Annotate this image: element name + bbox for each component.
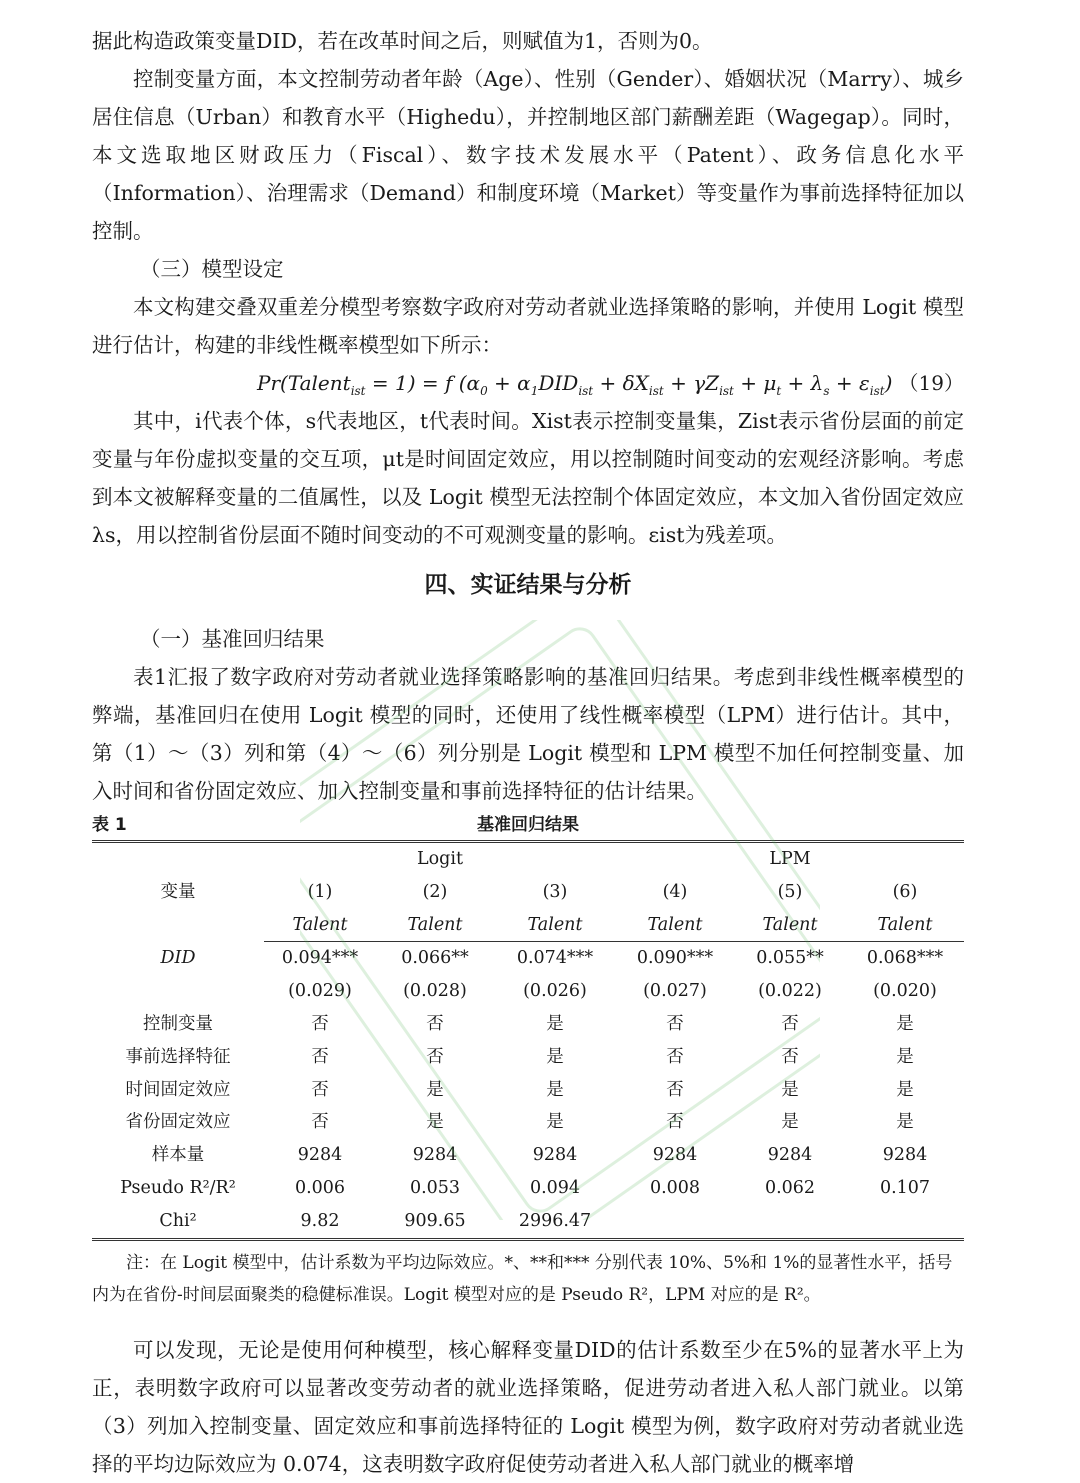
table-colnum: (2) [422, 881, 448, 902]
table-cell: 0.107 [879, 1177, 931, 1198]
table-cell: 9284 [412, 1145, 458, 1166]
table-cell: 否 [311, 1079, 329, 1100]
table-row-label: 事前选择特征 [125, 1046, 231, 1067]
table-cell: 9.82 [264, 1205, 376, 1239]
table-cell: 是 [781, 1112, 799, 1133]
table-cell: 否 [666, 1112, 684, 1133]
table-cell: 是 [896, 1112, 914, 1133]
table-row-label: Pseudo R²/R² [120, 1177, 236, 1198]
paragraph-results: 可以发现，无论是使用何种模型，核心解释变量DID的估计系数至少在5%的显著水平上为正，表明数字政府可以显著改变劳动者的就业选择策略，促进劳动者进入私人部门就业。以第（3）列加入控制变量、固定效应和事前选择特征的 Logit 模型为例，数字政府对劳动者就业选择的平均边际效应为 0.074，这表明数字政府促使劳动者进入私人部门就业的概率增 [92, 1337, 964, 1476]
table-depvar: Talent [376, 909, 494, 942]
paragraph-table-intro: 表1汇报了数字政府对劳动者就业选择策略影响的基准回归结果。考虑到非线性概率模型的弊端，基准回归在使用 Logit 模型的同时，还使用了线性概率模型（LPM）进行估计。其中，第（1）～（3）列和第（4）～（6）列分别是 Logit 模型和 LPM 模型不加任何控制变量、加入时间和省份固定效应、加入控制变量和事前选择特征的估计结果。 [92, 665, 964, 803]
table-colnum: (1) [307, 881, 333, 902]
paragraph-did-definition: 据此构造政策变量DID，若在改革时间之后，则赋值为1，否则为0。 [92, 29, 713, 53]
table-cell: 是 [426, 1079, 444, 1100]
table-row-label: Chi² [92, 1205, 264, 1239]
table-cell: 0.008 [649, 1177, 701, 1198]
table-depvar: Talent [494, 909, 616, 942]
table-cell: 0.094*** [281, 948, 359, 969]
table-cell: 否 [426, 1046, 444, 1067]
table-colnum: (3) [542, 881, 568, 902]
table-row [92, 1041, 964, 1074]
table-cell: 0.068*** [866, 948, 944, 969]
table-cell: 2996.47 [494, 1205, 616, 1239]
equation-formula: Pr(Talent$_{ist}$ = 1) = f $(\alpha_0 + \alpha_1DID_{ist} + \delta X_{ist} + \gamma Z_{ist} + \mu_t + \lambda_s + \varepsilon_{ist})$ [257, 371, 893, 398]
table-cell: 9284 [652, 1145, 698, 1166]
table-cell: 0.062 [764, 1177, 816, 1198]
table-colnum: (6) [892, 881, 918, 902]
table-row [92, 942, 964, 975]
table-cell: 是 [896, 1013, 914, 1034]
table-cell: 是 [896, 1046, 914, 1067]
table-colnum: (5) [777, 881, 803, 902]
paper-page [92, 22, 964, 1483]
table-row [92, 1172, 964, 1205]
table-cell: 9284 [882, 1145, 928, 1166]
table-cell: (0.022) [758, 981, 822, 1002]
table-cell: 否 [666, 1013, 684, 1034]
table-cell [846, 1205, 964, 1239]
table-cell: 是 [781, 1079, 799, 1100]
table-row [92, 1106, 964, 1139]
table-cell: 否 [666, 1046, 684, 1067]
table-cell: (0.028) [403, 981, 467, 1002]
table-cell: 是 [546, 1112, 564, 1133]
table-cell: 9284 [767, 1145, 813, 1166]
table-cell: 否 [666, 1079, 684, 1100]
equation-number: （19） [898, 371, 964, 395]
table-cell [734, 1205, 846, 1239]
table-row-label [92, 975, 264, 1008]
table-cell: 是 [546, 1046, 564, 1067]
table-cell: 9284 [532, 1145, 578, 1166]
section-heading-model: （三）模型设定 [140, 257, 284, 281]
table-cell: 是 [896, 1079, 914, 1100]
table-cell: (0.026) [523, 981, 587, 1002]
table-cell: 0.094 [529, 1177, 581, 1198]
table-row-label: 省份固定效应 [125, 1112, 231, 1133]
table-cell: (0.029) [288, 981, 352, 1002]
table-cell: 否 [311, 1013, 329, 1034]
table-depvar: Talent [846, 909, 964, 942]
regression-table [92, 840, 964, 1241]
table-depvar: Talent [264, 909, 376, 942]
table-cell: 909.65 [376, 1205, 494, 1239]
table-cell: 0.066** [401, 948, 469, 969]
section-heading-baseline: （一）基准回归结果 [140, 627, 325, 651]
table-cell: (0.020) [873, 981, 937, 1002]
table-cell: 0.074*** [516, 948, 594, 969]
table-depvar: Talent [616, 909, 734, 942]
equation-19 [92, 364, 964, 402]
table-cell: 是 [546, 1079, 564, 1100]
table-row [92, 1074, 964, 1107]
table-label: 表 1 [92, 815, 127, 835]
table-cell: 否 [311, 1046, 329, 1067]
table-title: 基准回归结果 [477, 815, 579, 835]
table-group-lpm: LPM [616, 842, 964, 876]
table-cell: 0.090*** [636, 948, 714, 969]
table-cell: 是 [426, 1112, 444, 1133]
table-row [92, 1205, 964, 1239]
table-cell: 0.053 [409, 1177, 461, 1198]
table-row-label: 样本量 [151, 1145, 205, 1166]
table-group-logit: Logit [264, 842, 616, 876]
paragraph-model-explanation: 其中，i代表个体，s代表地区，t代表时间。Xist表示控制变量集，Zist表示省份层面的前定变量与年份虚拟变量的交互项，μt是时间固定效应，用以控制随时间变动的宏观经济影响。考虑到本文被解释变量的二值属性，以及 Logit 模型无法控制个体固定效应，本文加入省份固定效应λs，用以控制省份层面不随时间变动的不可观测变量的影响。εist为残差项。 [92, 409, 964, 547]
paragraph-model-setup: 本文构建交叠双重差分模型考察数字政府对劳动者就业选择策略的影响，并使用 Logit 模型进行估计，构建的非线性概率模型如下所示： [92, 295, 964, 357]
table-cell: 0.006 [294, 1177, 346, 1198]
table-note: 注：在 Logit 模型中，估计系数为平均边际效应。*、**和*** 分别代表 10%、5%和 1%的显著性水平，括号内为在省份-时间层面聚类的稳健标准误。Logit 模型对应的是 Pseudo R²，LPM 对应的是 R²。 [92, 1252, 953, 1305]
table-cell: 否 [426, 1013, 444, 1034]
table-cell: 否 [781, 1046, 799, 1067]
paragraph-control-variables: 控制变量方面，本文控制劳动者年龄（Age）、性别（Gender）、婚姻状况（Marry）、城乡居住信息（Urban）和教育水平（Highedu），并控制地区部门薪酬差距（Wagegap）。同时，本文选取地区财政压力（Fiscal）、数字技术发展水平（Patent）、政务信息化水平（Information）、治理需求（Demand）和制度环境（Market）等变量作为事前选择特征加以控制。 [92, 67, 964, 243]
table-row [92, 1008, 964, 1041]
table-header-group-row [92, 842, 964, 876]
table-row-label: DID [160, 948, 196, 969]
table-cell: 否 [781, 1013, 799, 1034]
table-cell: 否 [311, 1112, 329, 1133]
table-var-header: 变量 [92, 842, 264, 942]
table-cell: 9284 [297, 1145, 343, 1166]
table-row [92, 975, 964, 1008]
table-row-label: 控制变量 [143, 1013, 213, 1034]
table-colnum: (4) [662, 881, 688, 902]
table-depvar: Talent [734, 909, 846, 942]
table-row [92, 1139, 964, 1172]
table-cell [616, 1205, 734, 1239]
table-cell: (0.027) [643, 981, 707, 1002]
table-caption [92, 810, 964, 840]
chapter-heading: 四、实证结果与分析 [424, 572, 632, 598]
table-cell: 是 [546, 1013, 564, 1034]
table-row-label: 时间固定效应 [125, 1079, 231, 1100]
table-cell: 0.055** [756, 948, 824, 969]
